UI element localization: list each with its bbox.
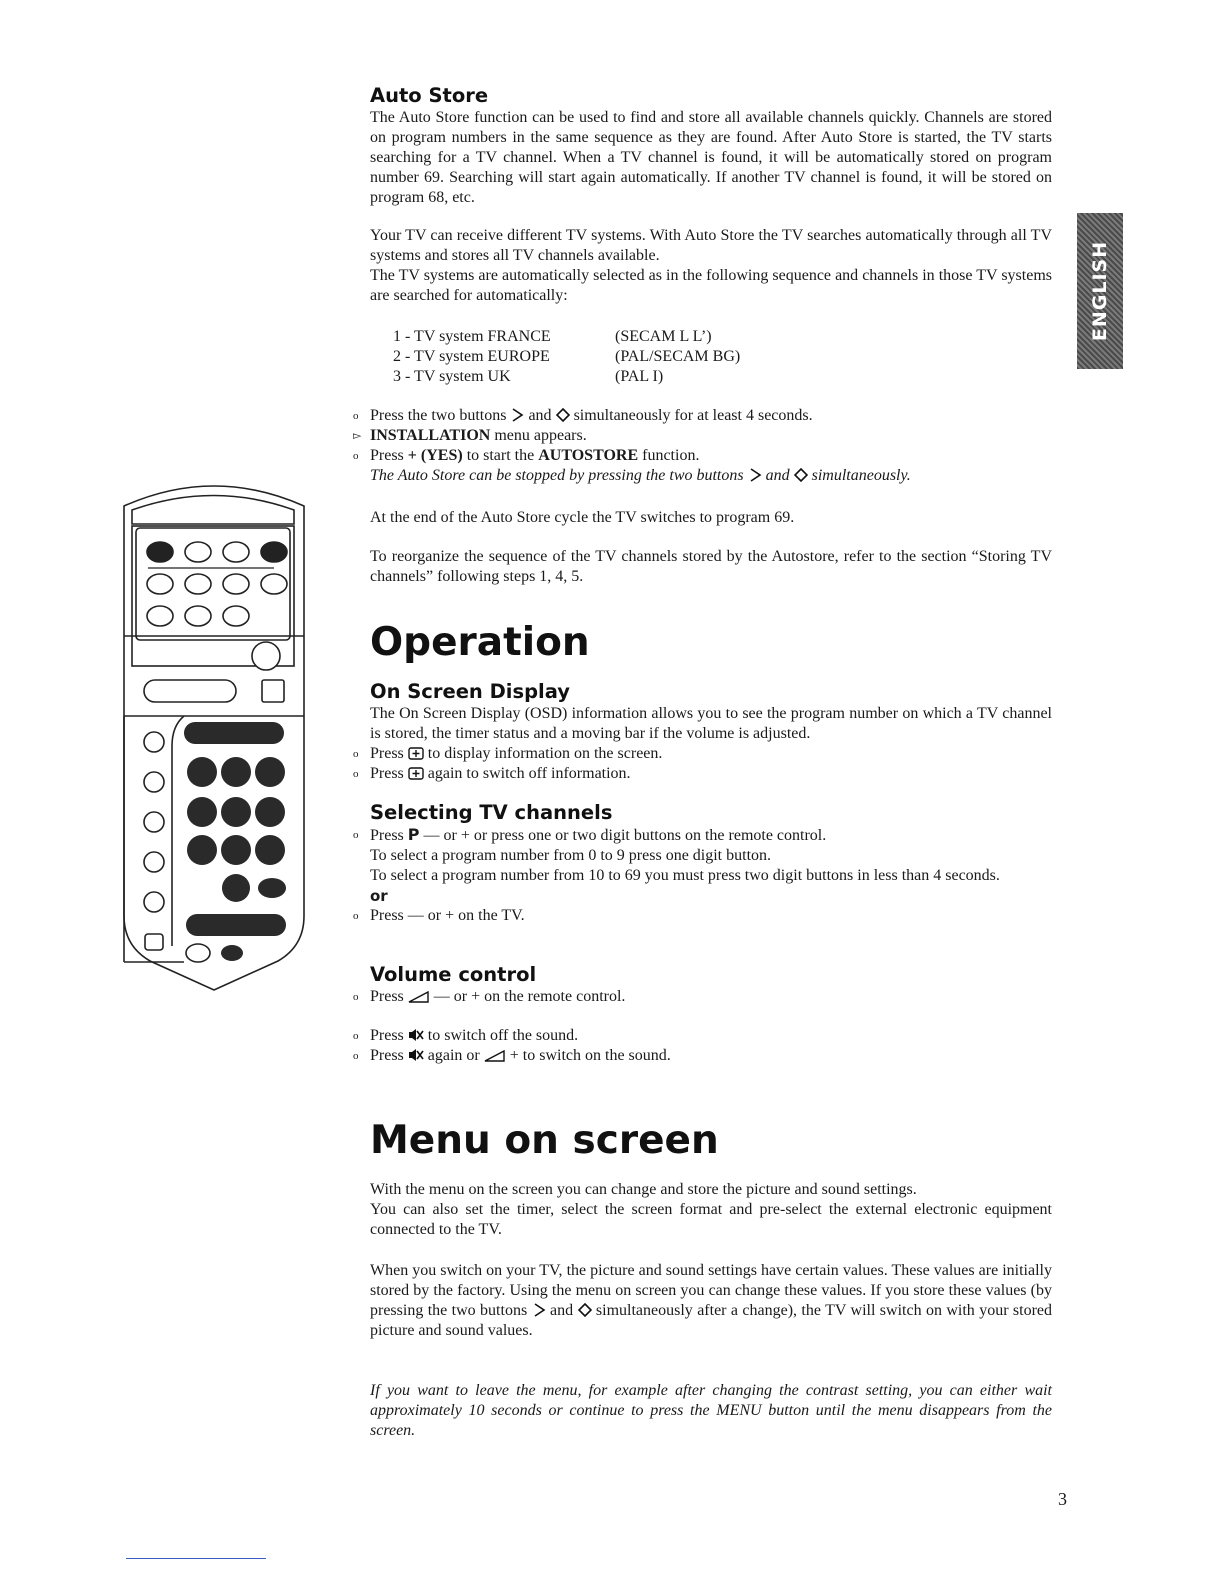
language-side-tab (1077, 213, 1123, 369)
menu-intro-text-b: You can also set the timer, select the screen format and pre-select the external electronic equipment connected to the TV. (370, 1201, 1052, 1238)
step-installation-menu: ▻ INSTALLATION menu appears. (353, 427, 587, 444)
side-tab-label: ENGLISH (1089, 240, 1111, 342)
auto-store-paragraph-1: The Auto Store function can be used to find and store all available channels quickly. Channels are stored on program numbers in the same sequence as they are found. After Auto Store is started, the TV starts searching for a TV channel. When a TV channel is found, it will be automatically stored on program number 69. Searching will start again automatically. If another TV channel is found, it will be stored on program 68, etc. (370, 109, 1052, 206)
osd-paragraph: The On Screen Display (OSD) information allows you to see the program number on which a TV channel is stored, the timer status and a moving bar if the volume is adjusted. (370, 705, 1052, 742)
menu-on-screen-section (370, 1118, 1052, 1164)
select-one-digit-text: To select a program number from 0 to 9 press one digit button. (370, 847, 772, 864)
end-of-cycle-text: At the end of the Auto Store cycle the TV switches to program 69. (370, 509, 795, 526)
circle-bullet-icon: o (353, 768, 359, 780)
select-two-digit-text: To select a program number from 10 to 69 you must press two digit buttons in less than 4 seconds. (370, 867, 1000, 884)
page-number: 3 (1058, 1489, 1067, 1509)
volume-step: o Press — or + on the remote control. (353, 988, 626, 1005)
circle-bullet-icon: o (353, 991, 359, 1003)
diamond-icon (556, 408, 570, 422)
arrow-bullet-icon: ▻ (353, 430, 362, 442)
circle-bullet-icon: o (353, 450, 359, 462)
info-key-icon (408, 747, 424, 760)
osd-step-display: o Press to display information on the screen. (353, 745, 663, 762)
diamond-icon (794, 468, 808, 482)
tv-system-code: (PAL/SECAM BG) (615, 348, 741, 365)
volume-control-section (353, 963, 1052, 1007)
menu-leave-note (370, 1381, 1052, 1441)
or-label: or (370, 887, 388, 905)
stop-auto-store-note: The Auto Store can be stopped by pressing the two buttons and simultaneously. (370, 467, 911, 484)
circle-bullet-icon: o (353, 1030, 359, 1042)
tv-systems-text-a: Your TV can receive different TV systems. With Auto Store the TV searches automatically through all TV systems and stores all TV channels available. (370, 227, 1052, 264)
tv-system-name: 1 - TV system FRANCE (393, 328, 551, 345)
osd-step-switch-off: o Press again to switch off information. (353, 765, 631, 782)
osd-heading: On Screen Display (370, 680, 570, 703)
volume-icon (408, 991, 430, 1003)
auto-store-end-note (370, 508, 1052, 528)
selecting-step-press-tv: o Press — or + on the TV. (353, 907, 525, 924)
circle-bullet-icon: o (353, 748, 359, 760)
selecting-channels-section (353, 801, 1052, 926)
menu-intro-text-a: With the menu on the screen you can change and store the picture and sound settings. (370, 1181, 917, 1198)
mute-steps (353, 1026, 1052, 1066)
right-half-diamond-icon (748, 468, 762, 482)
tv-system-name: 2 - TV system EUROPE (393, 348, 550, 365)
menu-on-screen-title: Menu on screen (370, 1118, 719, 1163)
remote-control-illustration (118, 476, 310, 996)
operation-title: Operation (370, 620, 590, 665)
on-screen-display-section (353, 680, 1052, 784)
step-press-two-buttons: o Press the two buttons and simultaneously for at least 4 seconds. (353, 407, 813, 424)
circle-bullet-icon: o (353, 1050, 359, 1062)
mute-step-on: o Press again or + to switch on the sound. (353, 1047, 671, 1064)
tv-system-code: (PAL I) (615, 368, 664, 385)
tv-systems-paragraph (370, 226, 1052, 306)
step-press-yes: o Press + (YES) to start the AUTOSTORE function. (353, 447, 700, 464)
volume-icon (484, 1050, 506, 1062)
right-half-diamond-icon (510, 408, 524, 422)
circle-bullet-icon: o (353, 410, 359, 422)
info-key-icon (408, 767, 424, 780)
operation-section (370, 620, 1052, 666)
auto-store-steps (353, 406, 1052, 486)
menu-leave-note-text: If you want to leave the menu, for example after changing the contrast setting, you can either wait approximately 10 seconds or continue to press the MENU button until the menu disappears from the screen. (370, 1382, 1052, 1439)
selecting-channels-heading: Selecting TV channels (370, 801, 613, 824)
selecting-step-press-p: o Press P — or + or press one or two digit buttons on the remote control. (353, 825, 827, 844)
auto-store-heading: Auto Store (370, 84, 489, 107)
tv-system-code: (SECAM L L’) (615, 328, 712, 345)
diamond-icon (578, 1303, 592, 1317)
auto-store-section (370, 84, 1052, 208)
reorganize-note (370, 547, 1052, 587)
mute-icon (408, 1028, 424, 1042)
reorganize-text: To reorganize the sequence of the TV channels stored by the Autostore, refer to the section “Storing TV channels” following steps 1, 4, 5. (370, 548, 1052, 585)
right-half-diamond-icon (532, 1303, 546, 1317)
tv-system-name: 3 - TV system UK (393, 368, 511, 385)
mute-icon (408, 1048, 424, 1062)
volume-control-heading: Volume control (370, 963, 537, 986)
menu-intro (370, 1180, 1052, 1240)
circle-bullet-icon: o (353, 910, 359, 922)
tv-systems-text-b: The TV systems are automatically selected as in the following sequence and channels in those TV systems are searched for automatically: (370, 267, 1052, 304)
circle-bullet-icon: o (353, 829, 359, 841)
footer-rule (126, 1558, 266, 1559)
menu-values-text: When you switch on your TV, the picture and sound settings have certain values. These values are initially stored by the factory. Using the menu on screen you can change these values. If you store these values (by pressing the two buttons and simultaneously after a change), the TV will switch on with your stored picture and sound values. (370, 1262, 1053, 1339)
menu-values-paragraph (370, 1261, 1052, 1341)
mute-step-off: o Press to switch off the sound. (353, 1027, 579, 1044)
